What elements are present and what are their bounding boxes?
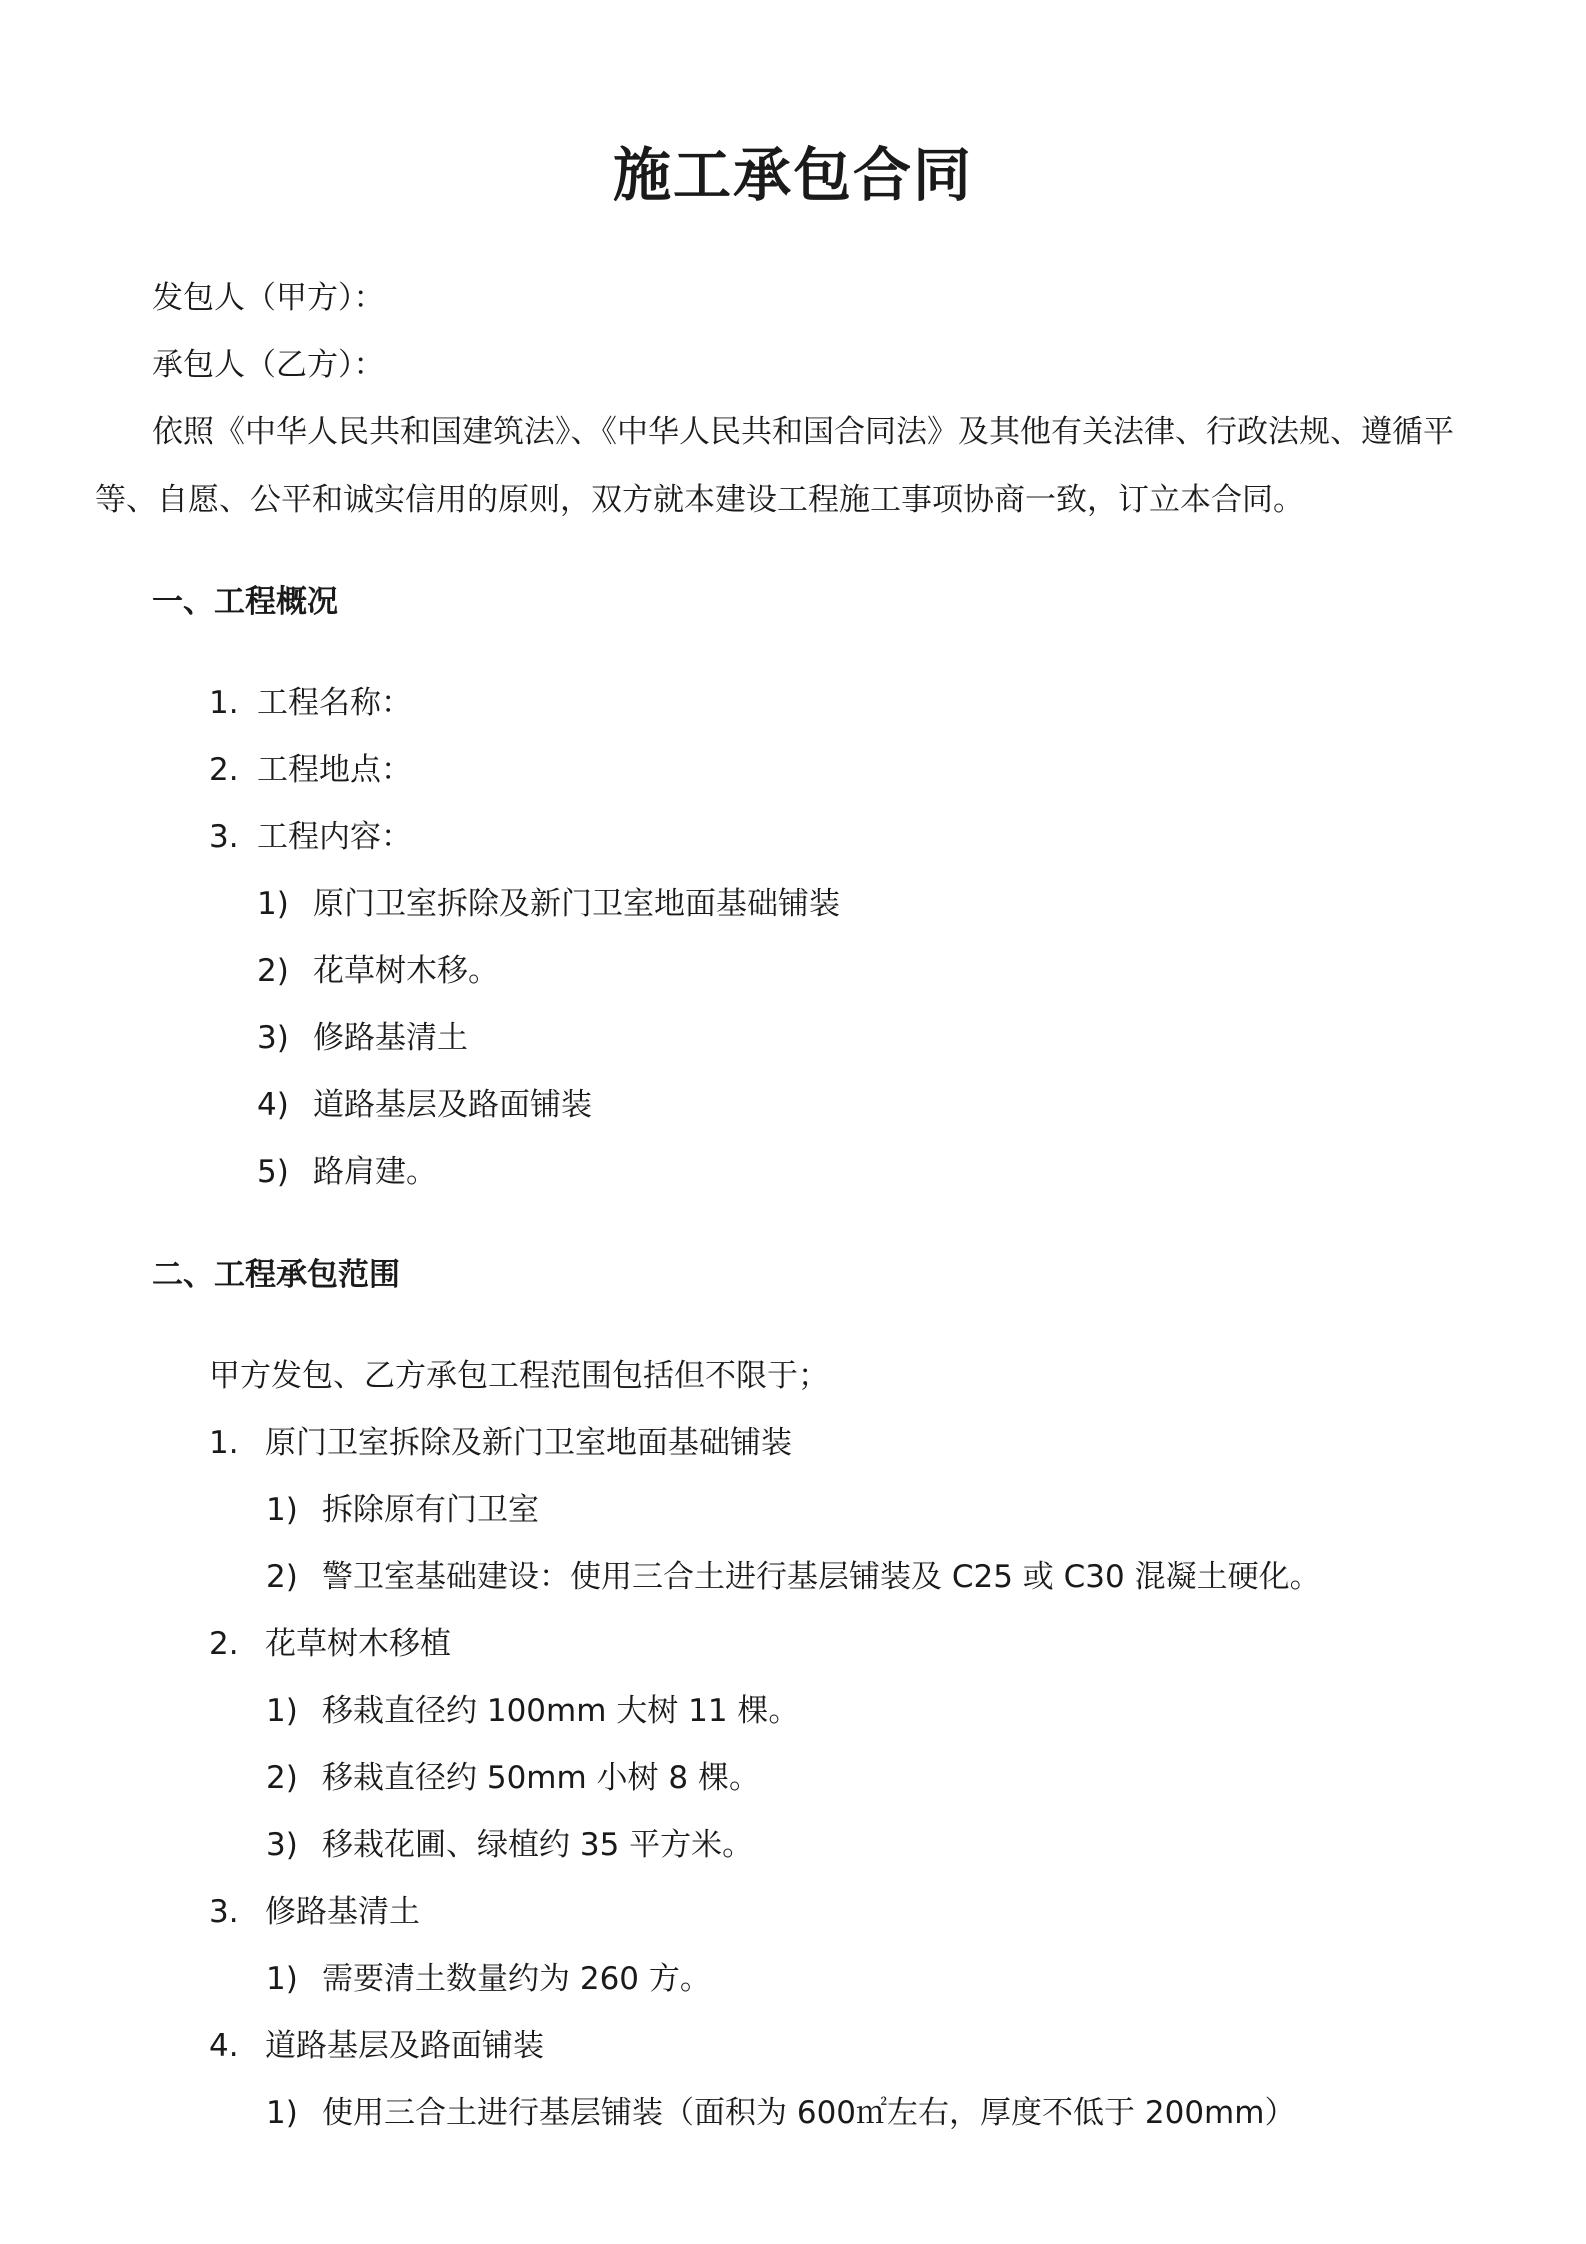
section-2-heading: 二、工程承包范围	[152, 1257, 400, 1293]
sub-list-item	[266, 1756, 760, 1800]
list-number: 2.	[209, 1626, 239, 1662]
sub-list-text: 花草树木移。	[313, 953, 499, 989]
list-item	[209, 748, 412, 792]
sub-list-text: 移栽直径约 50mm 小树 8 棵。	[322, 1760, 760, 1796]
sub-list-item	[257, 949, 499, 993]
sub-list-text: 原门卫室拆除及新门卫室地面基础铺装	[313, 886, 840, 922]
list-number: 1.	[209, 685, 239, 721]
list-number: 3.	[209, 819, 239, 855]
sub-list-item	[257, 1083, 592, 1127]
sub-list-text: 警卫室基础建设：使用三合土进行基层铺装及 C25 或 C30 混凝土硬化。	[322, 1559, 1321, 1595]
list-text: 工程地点：	[257, 752, 412, 788]
list-item	[209, 681, 412, 725]
sub-list-item	[266, 1555, 1321, 1599]
sub-list-number: 1)	[257, 886, 289, 922]
list-text: 花草树木移植	[265, 1626, 451, 1662]
sub-list-text: 移栽直径约 100mm 大树 11 棵。	[322, 1693, 800, 1729]
sub-list-text: 道路基层及路面铺装	[313, 1087, 592, 1123]
sub-list-number: 5)	[257, 1154, 289, 1190]
sub-list-item	[257, 882, 840, 926]
sub-list-number: 3)	[257, 1020, 289, 1056]
list-text: 修路基清土	[265, 1894, 420, 1930]
sub-list-text: 修路基清土	[313, 1020, 468, 1056]
list-item	[209, 1890, 420, 1934]
list-number: 1.	[209, 1425, 239, 1461]
list-text: 工程名称：	[257, 685, 412, 721]
sub-list-number: 1)	[266, 1492, 298, 1528]
sub-list-text: 需要清土数量约为 260 方。	[322, 1961, 711, 1997]
list-item	[209, 815, 412, 859]
sub-list-number: 2)	[266, 1559, 298, 1595]
list-number: 3.	[209, 1894, 239, 1930]
sub-list-number: 1)	[266, 1693, 298, 1729]
sub-list-item	[266, 1488, 539, 1532]
sub-list-text: 使用三合土进行基层铺装（面积为 600㎡左右，厚度不低于 200mm）	[322, 2095, 1296, 2131]
list-item	[209, 1421, 792, 1465]
sub-list-item	[266, 1689, 799, 1733]
list-text: 原门卫室拆除及新门卫室地面基础铺装	[265, 1425, 792, 1461]
list-number: 4.	[209, 2028, 239, 2064]
sub-list-item	[266, 1957, 711, 2001]
section-1-heading: 一、工程概况	[152, 584, 338, 620]
sub-list-text: 拆除原有门卫室	[322, 1492, 539, 1528]
sub-list-item	[257, 1016, 468, 1060]
sub-list-number: 4)	[257, 1087, 289, 1123]
section-2-intro: 甲方发包、乙方承包工程范围包括但不限于；	[209, 1358, 829, 1394]
sub-list-item	[266, 2091, 1295, 2135]
list-number: 2.	[209, 752, 239, 788]
sub-list-item	[257, 1150, 437, 1194]
sub-list-number: 1)	[266, 2095, 298, 2131]
list-item	[209, 2024, 544, 2068]
party-b-line: 承包人（乙方）：	[152, 347, 385, 383]
sub-list-text: 移栽花圃、绿植约 35 平方米。	[322, 1827, 754, 1863]
document-title: 施工承包合同	[612, 141, 973, 209]
sub-list-item	[266, 1823, 753, 1867]
sub-list-number: 2)	[266, 1760, 298, 1796]
sub-list-number: 2)	[257, 953, 289, 989]
party-a-line: 发包人（甲方）：	[152, 280, 385, 316]
list-text: 道路基层及路面铺装	[265, 2028, 544, 2064]
intro-paragraph-line-2: 等、自愿、公平和诚实信用的原则，双方就本建设工程施工事项协商一致，订立本合同。	[95, 482, 1304, 518]
sub-list-number: 3)	[266, 1827, 298, 1863]
intro-paragraph-line-1: 依照《中华人民共和国建筑法》、《中华人民共和国合同法》及其他有关法律、行政法规、遵循平	[152, 414, 1454, 450]
sub-list-number: 1)	[266, 1961, 298, 1997]
list-text: 工程内容：	[257, 819, 412, 855]
sub-list-text: 路肩建。	[313, 1154, 437, 1190]
list-item	[209, 1622, 451, 1666]
